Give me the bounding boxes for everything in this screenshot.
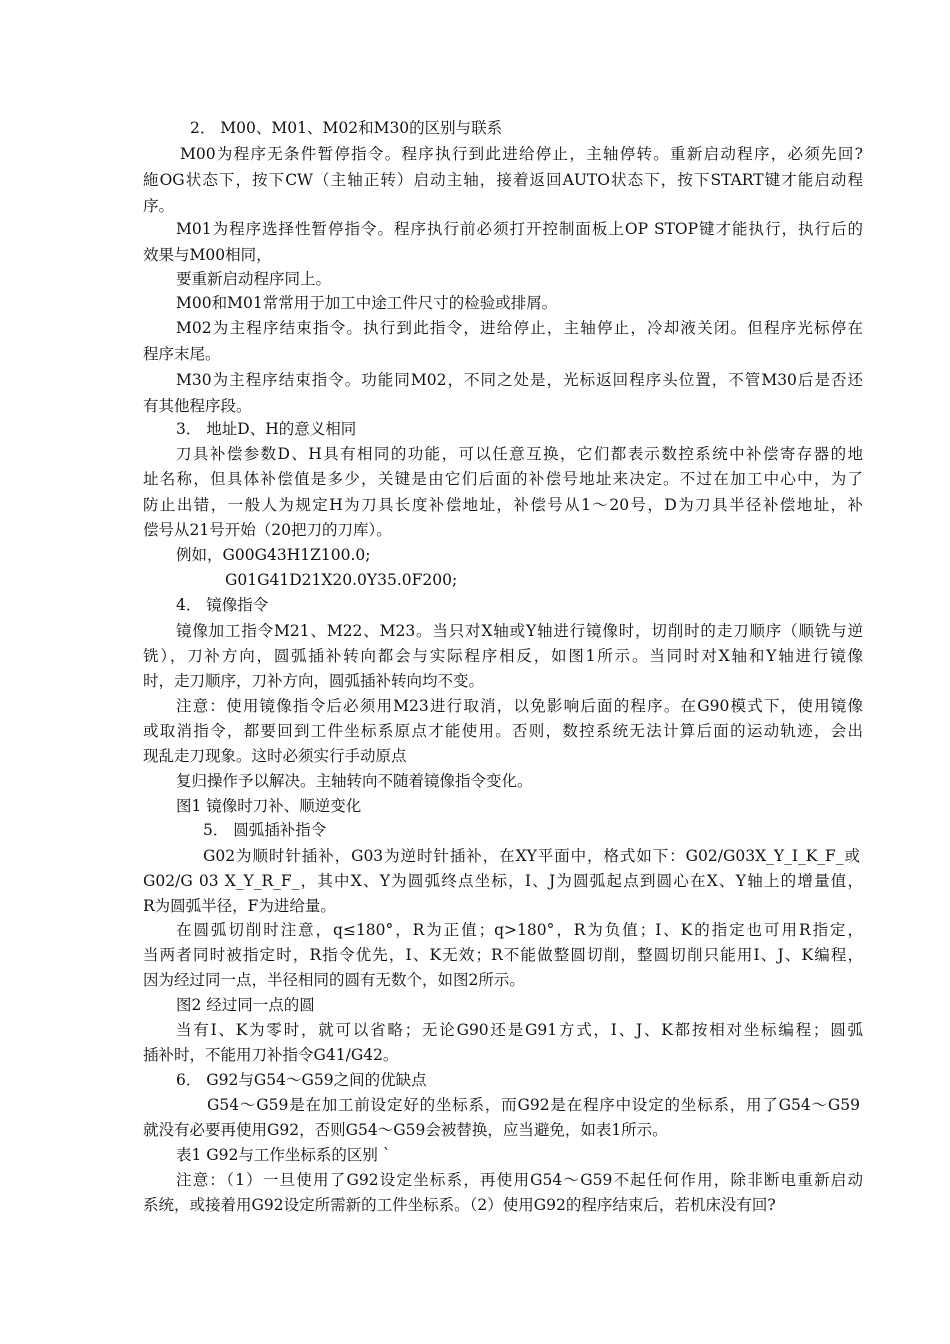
heading-4: 4． 镜像指令 [176,596,269,614]
paragraph-line: G02为顺时针插补，G03为逆时针插补，在XY平面中，格式如下：G02/G03X_Y_I_K_F_或 [203,847,860,865]
table-caption: 表1 G92与工作坐标系的区别 ` [176,1146,391,1164]
paragraph-line: 或取消指令，都要回到工件坐标系原点才能使用。否则，数控系统无法计算后面的运动轨迹，会出 [143,722,863,740]
paragraph-line: 系统，或接着用G92设定所需新的工件坐标系。（2）使用G92的程序结束后，若机床没有回? [143,1196,776,1214]
paragraph-line: M30为主程序结束指令。功能同M02，不同之处是，光标返回程序头位置，不管M30后是否还 [176,371,863,389]
paragraph-line: 防止出错，一般人为规定H为刀具长度补偿地址，补偿号从1～20号，D为刀具半径补偿地址，补 [143,496,863,514]
paragraph-line: 铣），刀补方向，圆弧插补转向都会与实际程序相反，如图1所示。当同时对X轴和Y轴进行镜像 [143,647,863,665]
paragraph-line: M02为主程序结束指令。执行到此指令，进给停止，主轴停止，冷却液关闭。但程序光标停在 [176,319,863,337]
paragraph-line: 现乱走刀现象。这时必须实行手动原点 [143,747,407,765]
paragraph-line: R为圆弧半径，F为进给量。 [143,897,336,915]
paragraph-line: 絁OG状态下，按下CW（主轴正转）启动主轴，接着返回AUTO状态下，按下START键才能启动程 [143,171,863,189]
paragraph-line: 镜像加工指令M21、M22、M23。当只对X轴或Y轴进行镜像时，切削时的走刀顺序（顺铣与逆 [176,622,863,640]
paragraph-line: 在圆弧切削时注意，q≤180°，R为正值；q>180°，R为负值；I、K的指定也可用R指定， [176,921,863,939]
paragraph-line: 要重新启动程序同上。 [176,270,332,288]
paragraph-line: 当两者同时被指定时，R指令优先，I、K无效；R不能做整圆切削，整圆切削只能用I、J、K编程， [143,946,863,964]
paragraph-line: 注意：（1）一旦使用了G92设定坐标系，再使用G54～G59不起任何作用，除非断电重新启动 [176,1171,863,1189]
paragraph-line: 因为经过同一点，半径相同的圆有无数个，如图2所示。 [143,971,525,989]
paragraph-line: 插补时，不能用刀补指令G41/G42。 [143,1046,399,1064]
paragraph-line: M00为程序无条件暂停指令。程序执行到此进给停止，主轴停转。重新启动程序，必须先回? [180,145,863,163]
heading-5: 5． 圆弧插补指令 [203,821,327,839]
code-example: G01G41D21X20.0Y35.0F200; [225,571,458,589]
paragraph-line: M01为程序选择性暂停指令。程序执行前必须打开控制面板上OP STOP键才能执行，执行后的 [176,220,863,238]
paragraph-line: 偿号从21号开始（20把刀的刀库）。 [143,521,392,539]
paragraph-line: 程序末尾。 [143,345,221,363]
paragraph-line: 复归操作予以解决。主轴转向不随着镜像指令变化。 [176,772,533,790]
paragraph-line: 注意：使用镜像指令后必须用M23进行取消，以免影响后面的程序。在G90模式下，使用镜像 [176,697,863,715]
paragraph-line: 效果与M00相同， [143,246,272,264]
heading-6: 6． G92与G54～G59之间的优缺点 [176,1071,427,1089]
paragraph-line: 刀具补偿参数D、H具有相同的功能，可以任意互换，它们都表示数控系统中补偿寄存器的地 [176,445,863,463]
paragraph-line: 时，走刀顺序，刀补方向，圆弧插补转向均不变。 [143,672,485,690]
paragraph-line: M00和M01常常用于加工中途工件尺寸的检验或排屑。 [176,294,558,312]
figure-caption: 图1 镜像时刀补、顺逆变化 [176,797,362,815]
paragraph-line: 序。 [143,197,175,215]
paragraph-line: 址名称，但具体补偿值是多少，关键是由它们后面的补偿号地址来决定。不过在加工中心中，为了 [143,470,863,488]
figure-caption: 图2 经过同一点的圆 [176,996,315,1014]
paragraph-line: G54～G59是在加工前设定好的坐标系，而G92是在程序中设定的坐标系，用了G54～G59 [207,1096,860,1114]
paragraph-line: 有其他程序段。 [143,397,252,415]
paragraph-line: 当有I、K为零时，就可以省略；无论G90还是G91方式，I、J、K都按相对坐标编程；圆弧 [176,1021,863,1039]
heading-2: 2． M00、M01、M02和M30的区别与联系 [190,119,503,137]
paragraph-line: 就没有必要再使用G92，否则G54～G59会被替换，应当避免，如表1所示。 [143,1121,668,1139]
heading-3: 3． 地址D、H的意义相同 [176,420,357,438]
paragraph-line: G02/G 03 X_Y_R_F_，其中X、Y为圆弧终点坐标，I、J为圆弧起点到圆心在X、Y轴上的增量值， [143,872,863,890]
code-example: 例如，G00G43H1Z100.0; [176,546,371,564]
